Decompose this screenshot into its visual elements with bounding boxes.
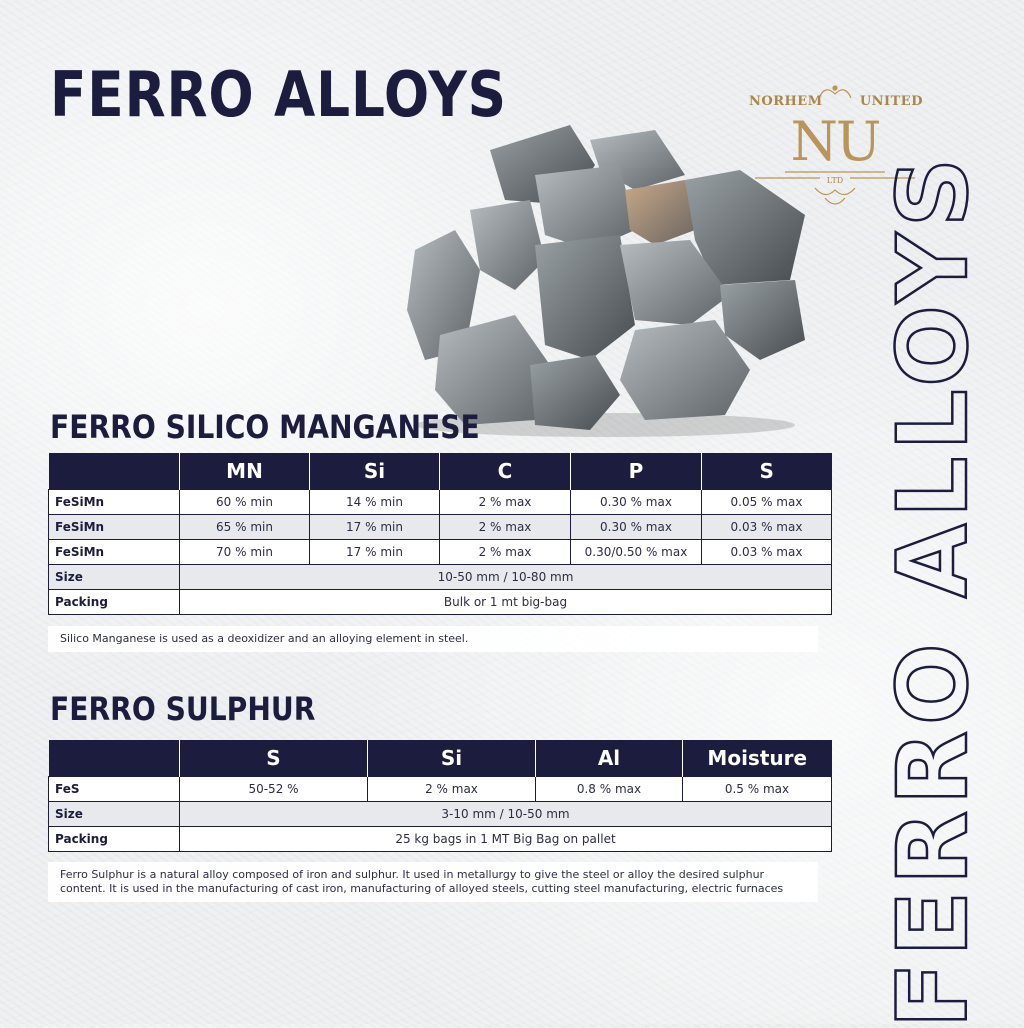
sulphur-table: [48, 740, 832, 852]
table-row: [49, 540, 832, 565]
header-cell: MN: [180, 453, 310, 490]
header-cell: Moisture: [683, 740, 832, 777]
table-cell: 0.8 % max: [536, 777, 683, 802]
silico-manganese-title: FERRO SILICO MANGANESE: [50, 408, 480, 446]
size-value: 3-10 mm / 10-50 mm: [180, 802, 832, 827]
header-cell: S: [180, 740, 368, 777]
sulphur-title: FERRO SULPHUR: [50, 690, 316, 728]
table-header-row: [49, 453, 832, 490]
table-cell: 2 % max: [440, 515, 571, 540]
table-cell: 0.03 % max: [702, 540, 832, 565]
table-cell: 17 % min: [310, 540, 440, 565]
table-cell: 0.03 % max: [702, 515, 832, 540]
packing-value: Bulk or 1 mt big-bag: [180, 590, 832, 615]
row-label: FeS: [49, 777, 180, 802]
table-cell: 0.5 % max: [683, 777, 832, 802]
logo-right-text: UNITED: [859, 94, 923, 109]
header-cell: Si: [368, 740, 536, 777]
header-cell: Al: [536, 740, 683, 777]
silico-manganese-note: Silico Manganese is used as a deoxidizer and an alloying element in steel.: [48, 626, 818, 652]
sulphur-note: Ferro Sulphur is a natural alloy composed of iron and sulphur. It used in metallurgy to give the steel or alloy the desired sulphur content. It is used in the manufacturing of cast iron, manufacturing of alloyed steels, cutting steel manufacturing, electric furnaces: [48, 862, 818, 902]
row-label: FeSiMn: [49, 540, 180, 565]
silico-manganese-table: [48, 453, 832, 615]
table-cell: 2 % max: [368, 777, 536, 802]
table-cell: 0.05 % max: [702, 490, 832, 515]
table-row: [49, 490, 832, 515]
packing-label: Packing: [49, 827, 180, 852]
header-cell: [49, 453, 180, 490]
table-cell: 2 % max: [440, 540, 571, 565]
logo-ltd: LTD: [826, 176, 844, 185]
packing-value: 25 kg bags in 1 MT Big Bag on pallet: [180, 827, 832, 852]
table-cell: 2 % max: [440, 490, 571, 515]
ferro-alloy-rocks-image: [395, 120, 815, 440]
packing-row: [49, 590, 832, 615]
row-label: FeSiMn: [49, 515, 180, 540]
row-label: FeSiMn: [49, 490, 180, 515]
packing-label: Packing: [49, 590, 180, 615]
table-row: [49, 777, 832, 802]
header-cell: S: [702, 453, 832, 490]
vertical-title: FERRO ALLOYS: [877, 151, 989, 1028]
table-row: [49, 515, 832, 540]
header-cell: C: [440, 453, 571, 490]
size-label: Size: [49, 802, 180, 827]
table-cell: 65 % min: [180, 515, 310, 540]
logo-left-text: NORHEM: [749, 94, 823, 109]
page-title: FERRO ALLOYS: [50, 58, 507, 131]
table-cell: 70 % min: [180, 540, 310, 565]
logo-monogram: NU: [790, 110, 880, 173]
table-cell: 0.30/0.50 % max: [571, 540, 702, 565]
size-row: [49, 565, 832, 590]
table-cell: 0.30 % max: [571, 490, 702, 515]
size-value: 10-50 mm / 10-80 mm: [180, 565, 832, 590]
header-cell: Si: [310, 453, 440, 490]
header-cell: P: [571, 453, 702, 490]
header-cell: [49, 740, 180, 777]
table-header-row: [49, 740, 832, 777]
size-label: Size: [49, 565, 180, 590]
packing-row: [49, 827, 832, 852]
table-cell: 17 % min: [310, 515, 440, 540]
table-cell: 14 % min: [310, 490, 440, 515]
table-cell: 0.30 % max: [571, 515, 702, 540]
table-cell: 60 % min: [180, 490, 310, 515]
table-cell: 50-52 %: [180, 777, 368, 802]
size-row: [49, 802, 832, 827]
